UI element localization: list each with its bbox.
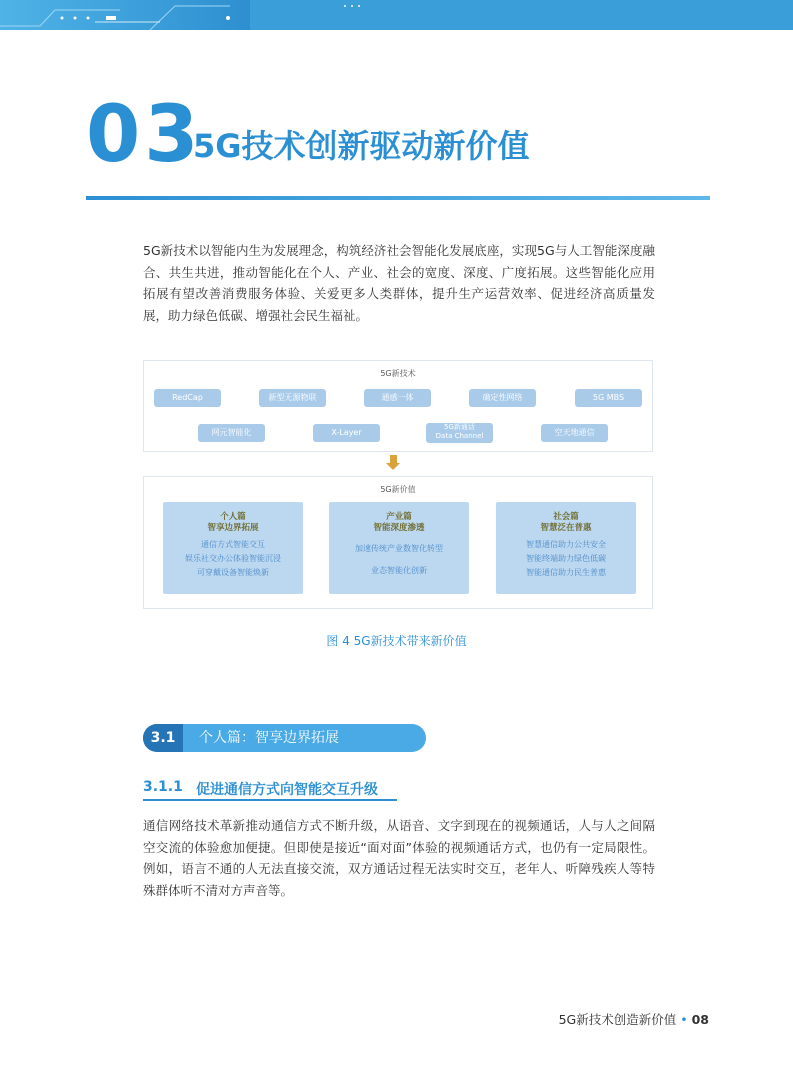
tech-pill: 确定性网络 [469,389,536,407]
footer-separator: • [680,1012,688,1027]
tech-pill: RedCap [154,389,221,407]
section-title: 个人篇：智享边界拓展 [199,730,339,746]
card-item: 智能通信助力民生普惠 [526,568,606,577]
tech-pill: 5G新通话 Data Channel [426,423,493,443]
chapter-number: 03 [86,90,203,180]
figure-top-heading: 5G新技术 [380,369,416,378]
figure-bottom-heading: 5G新价值 [380,485,416,494]
top-banner [0,0,793,30]
card-item: 通信方式智能交互 [201,540,265,549]
page-footer [559,1010,709,1028]
card-subtitle: 智慧泛在普惠 [540,523,592,533]
card-item: 智能终端助力绿色低碳 [526,554,606,563]
page-number: 08 [691,1012,709,1027]
card-item: 智慧通信助力公共安全 [526,540,606,549]
value-card-personal [163,502,303,594]
card-item: 可穿戴设备智能焕新 [197,568,269,577]
intro-paragraph: 5G新技术以智能内生为发展理念，构筑经济社会智能化发展底座，实现5G与人工智能深度融合、共生共进，推动智能化在个人、产业、社会的宽度、深度、广度拓展。这些智能化应用拓展有望改善消费服务体验、关爱更多人类群体，提升生产运营效率、促进经济高质量发展，助力绿色低碳、增强社会民生福祉。 [143,243,655,323]
tech-pill: 5G MBS [575,389,642,407]
section-header [143,724,426,752]
value-card-society [496,502,636,594]
card-title: 社会篇 [553,512,579,522]
subsection-underline [143,799,397,801]
card-title: 产业篇 [386,512,412,522]
tech-pill: 新型无源物联 [259,389,326,407]
tech-pill: 通感一体 [364,389,431,407]
value-card-industry [329,502,469,594]
subsection-number: 3.1.1 [143,779,183,795]
subsection-title: 促进通信方式向智能交互升级 [196,782,378,798]
tech-pill: 空天地通信 [541,424,608,442]
figure-5g-value [143,360,653,608]
chapter-title: 5G技术创新驱动新价值 [193,127,530,165]
card-title: 个人篇 [220,512,246,522]
footer-title: 5G新技术创造新价值 [558,1012,677,1027]
figure-top-panel [143,360,653,452]
card-subtitle: 智享边界拓展 [207,523,259,533]
circuit-pattern-icon [0,0,793,30]
card-item: 业态智能化创新 [371,566,427,575]
section-number: 3.1 [143,724,183,752]
card-item: 娱乐社交办公体验智能沉浸 [185,554,281,563]
tech-pill: 网元智能化 [198,424,265,442]
chapter-divider [86,196,710,200]
body-paragraph: 通信网络技术革新推动通信方式不断升级，从语音、文字到现在的视频通话，人与人之间隔空交流的体验愈加便捷。但即使是接近“面对面”体验的视频通话方式，也仍有一定局限性。例如，语言不通的人无法直接交流，双方通话过程无法实时交互，老年人、听障残疾人等特殊群体听不清对方声音等。 [143,818,655,898]
card-item: 加速传统产业数智化转型 [355,544,443,553]
tech-pill: X-Layer [313,424,380,442]
figure-caption: 图 4 5G新技术带来新价值 [326,634,467,648]
card-subtitle: 智能深度渗透 [373,523,425,533]
